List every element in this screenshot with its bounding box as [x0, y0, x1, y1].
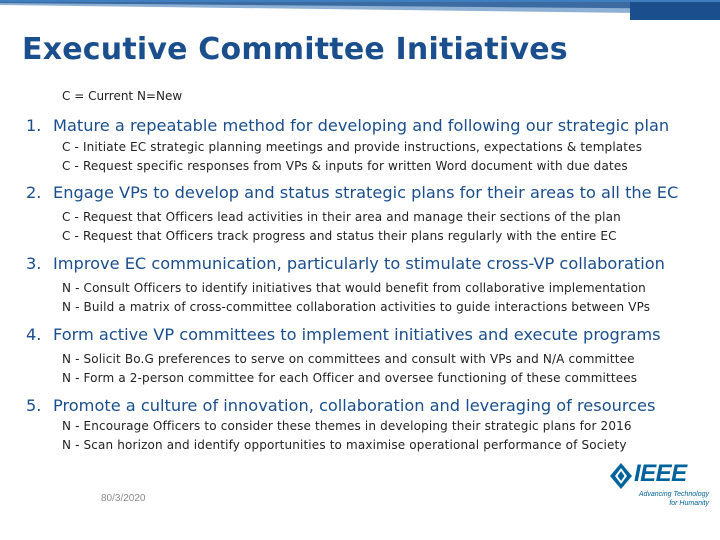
- list-subitem: C - Request specific responses from VPs & inputs for written Word document with due dates: [62, 159, 628, 173]
- item-heading-text: Mature a repeatable method for developing and following our strategic plan: [53, 116, 670, 135]
- list-item-heading: [26, 325, 661, 344]
- slide-title: Executive Committee Initiatives: [22, 32, 568, 67]
- ieee-kite-icon: [609, 462, 633, 490]
- list-item-heading: [26, 396, 655, 415]
- list-subitem: N - Solicit Bo.G preferences to serve on committees and consult with VPs and N/A committee: [62, 352, 635, 366]
- item-number: 4.: [26, 325, 42, 344]
- ieee-tagline-line-2: for Humanity: [669, 500, 709, 507]
- list-item-heading: [26, 116, 669, 135]
- ieee-tagline-line-1: Advancing Technology: [638, 491, 709, 498]
- list-subitem: C - Initiate EC strategic planning meetings and provide instructions, expectations & templates: [62, 140, 643, 154]
- item-heading-text: Engage VPs to develop and status strategic plans for their areas to all the EC: [53, 183, 679, 202]
- item-number: 1.: [26, 116, 42, 135]
- legend-text: C = Current N=New: [62, 89, 183, 103]
- list-subitem: N - Consult Officers to identify initiatives that would benefit from collaborative implementation: [62, 281, 646, 295]
- list-subitem: C - Request that Officers track progress and status their plans regularly with the entire EC: [62, 229, 617, 243]
- list-subitem: N - Encourage Officers to consider these themes in developing their strategic plans for 2016: [62, 419, 632, 433]
- item-number: 3.: [26, 254, 42, 273]
- item-heading-text: Improve EC communication, particularly to stimulate cross-VP collaboration: [53, 254, 665, 273]
- list-item-heading: [26, 183, 678, 202]
- list-subitem: C - Request that Officers lead activities in their area and manage their sections of the plan: [62, 210, 621, 224]
- ieee-tagline: [629, 490, 709, 508]
- list-item-heading: [26, 254, 665, 273]
- ieee-logo: [607, 458, 707, 514]
- ieee-wordmark: IEEE: [634, 460, 687, 487]
- item-heading-text: Form active VP committees to implement initiatives and execute programs: [53, 325, 661, 344]
- slide-date: 80/3/2020: [101, 493, 146, 504]
- list-subitem: N - Form a 2-person committee for each Officer and oversee functioning of these committees: [62, 371, 638, 385]
- item-number: 2.: [26, 183, 42, 202]
- item-heading-text: Promote a culture of innovation, collaboration and leveraging of resources: [53, 396, 656, 415]
- list-subitem: N - Scan horizon and identify opportunities to maximise operational performance of Society: [62, 438, 627, 452]
- item-number: 5.: [26, 396, 42, 415]
- list-subitem: N - Build a matrix of cross-committee collaboration activities to guide interactions between VPs: [62, 300, 651, 314]
